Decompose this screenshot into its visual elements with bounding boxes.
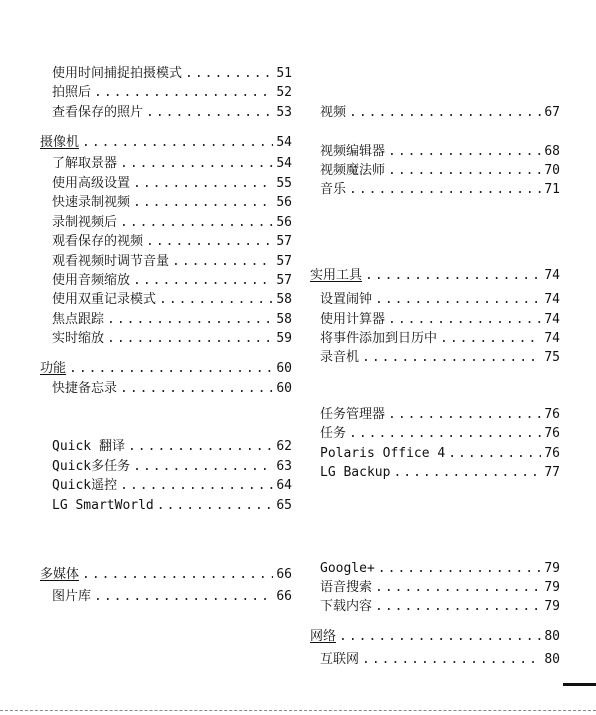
toc-entry-title: 观看保存的视频: [52, 234, 144, 249]
dot-leader: [349, 104, 541, 122]
toc-entry-page: 74: [544, 312, 560, 327]
toc-entry[interactable]: [52, 175, 292, 193]
toc-entry[interactable]: [52, 84, 292, 102]
toc-entry[interactable]: [320, 560, 560, 578]
dot-leader: [133, 194, 273, 212]
toc-entry-title: 使用音频缩放: [52, 273, 131, 288]
toc-entry[interactable]: [320, 651, 560, 669]
dot-leader: [133, 458, 273, 476]
bottom-divider: [0, 710, 596, 711]
dot-leader: [120, 155, 273, 173]
toc-entry-page: 60: [276, 361, 292, 376]
dot-leader: [362, 651, 541, 669]
toc-entry-title: 任务管理器: [320, 407, 386, 422]
toc-entry-page: 68: [544, 144, 560, 159]
toc-entry[interactable]: [320, 598, 560, 616]
toc-entry-page: 54: [276, 156, 292, 171]
toc-entry-page: 71: [544, 182, 560, 197]
toc-entry[interactable]: [52, 272, 292, 290]
toc-entry-title: 使用计算器: [320, 312, 386, 327]
toc-entry[interactable]: [52, 214, 292, 232]
toc-entry-title: 网络: [310, 629, 337, 644]
toc-entry-title: 设置闹钟: [320, 292, 373, 307]
toc-entry-page: 57: [276, 254, 292, 269]
toc-entry-title: Quick遥控: [52, 478, 118, 493]
dot-leader: [388, 311, 541, 329]
dot-leader: [440, 330, 541, 348]
toc-entry[interactable]: [52, 253, 292, 271]
toc-entry-page: 54: [276, 135, 292, 150]
toc-entry-title: 使用双重记录模式: [52, 292, 157, 307]
toc-entry-title: Google+: [320, 561, 375, 576]
toc-entry[interactable]: [52, 155, 292, 173]
toc-section-heading[interactable]: [40, 360, 292, 378]
toc-entry[interactable]: [52, 194, 292, 212]
toc-entry[interactable]: [320, 311, 560, 329]
toc-entry-page: 80: [544, 629, 560, 644]
toc-entry-title: 互联网: [320, 652, 360, 667]
toc-entry[interactable]: [320, 162, 560, 180]
toc-entry[interactable]: [320, 349, 560, 367]
toc-entry-title: LG Backup: [320, 465, 391, 480]
toc-entry[interactable]: [52, 330, 292, 348]
toc-entry-title: Polaris Office 4: [320, 446, 446, 461]
toc-entry[interactable]: [320, 181, 560, 199]
toc-entry-page: 79: [544, 561, 560, 576]
toc-entry-page: 76: [544, 426, 560, 441]
dot-leader: [157, 497, 274, 515]
dot-leader: [69, 360, 273, 378]
toc-entry[interactable]: [320, 330, 560, 348]
toc-entry-page: 67: [544, 105, 560, 120]
dot-leader: [388, 143, 541, 161]
toc-entry-title: 任务: [320, 426, 347, 441]
dot-leader: [94, 84, 273, 102]
toc-entry[interactable]: [52, 65, 292, 83]
toc-entry-title: 使用时间捕捉拍摄模式: [52, 66, 183, 81]
toc-entry[interactable]: [320, 291, 560, 309]
toc-entry-title: 将事件添加到日历中: [320, 331, 438, 346]
toc-entry-title: 快捷备忘录: [52, 381, 118, 396]
toc-entry-page: 66: [276, 589, 292, 604]
toc-section-heading[interactable]: [310, 267, 560, 285]
toc-entry-page: 63: [276, 459, 292, 474]
toc-entry-title: 焦点跟踪: [52, 312, 105, 327]
dot-leader: [375, 291, 541, 309]
dot-leader: [146, 233, 273, 251]
dot-leader: [146, 104, 273, 122]
toc-entry-page: 58: [276, 312, 292, 327]
toc-entry[interactable]: [320, 425, 560, 443]
toc-entry-page: 80: [544, 652, 560, 667]
toc-entry-page: 64: [276, 478, 292, 493]
dot-leader: [133, 272, 273, 290]
toc-entry-page: 74: [544, 331, 560, 346]
dot-leader: [375, 579, 541, 597]
toc-entry-page: 56: [276, 195, 292, 210]
toc-entry-title: 下载内容: [320, 599, 373, 614]
toc-entry[interactable]: [320, 406, 560, 424]
dot-leader: [120, 214, 273, 232]
toc-entry-title: 录制视频后: [52, 215, 118, 230]
toc-entry-title: Quick多任务: [52, 459, 131, 474]
toc-entry-page: 76: [544, 446, 560, 461]
toc-entry[interactable]: [52, 380, 292, 398]
toc-entry-page: 58: [276, 292, 292, 307]
toc-entry-title: 观看视频时调节音量: [52, 254, 170, 269]
toc-entry-page: 70: [544, 163, 560, 178]
toc-entry-title: 录音机: [320, 350, 360, 365]
toc-entry-title: 实用工具: [310, 268, 363, 283]
toc-entry-page: 57: [276, 234, 292, 249]
toc-entry-page: 56: [276, 215, 292, 230]
toc-entry-page: 60: [276, 381, 292, 396]
toc-section-heading[interactable]: [40, 134, 292, 152]
dot-leader: [120, 380, 273, 398]
toc-entry-page: 59: [276, 331, 292, 346]
toc-entry[interactable]: [52, 291, 292, 309]
toc-entry-title: 快速录制视频: [52, 195, 131, 210]
toc-entry[interactable]: [320, 104, 560, 122]
dot-leader: [378, 560, 542, 578]
dot-leader: [339, 628, 541, 646]
dot-leader: [393, 464, 541, 482]
dot-leader: [159, 291, 273, 309]
toc-entry-page: 51: [276, 66, 292, 81]
dot-leader: [388, 162, 541, 180]
toc-entry-title: LG SmartWorld: [52, 498, 154, 513]
toc-entry-page: 76: [544, 407, 560, 422]
page-number-bar: [563, 683, 596, 686]
dot-leader: [375, 598, 541, 616]
toc-entry-page: 74: [544, 292, 560, 307]
toc-entry[interactable]: [320, 445, 560, 463]
dot-leader: [82, 134, 273, 152]
toc-entry[interactable]: [320, 143, 560, 161]
toc-entry-page: 77: [544, 465, 560, 480]
toc-entry-title: Quick 翻译: [52, 439, 125, 454]
toc-entry-title: 视频: [320, 105, 347, 120]
toc-entry-title: 拍照后: [52, 85, 92, 100]
dot-leader: [107, 311, 273, 329]
dot-leader: [362, 349, 541, 367]
toc-entry[interactable]: [52, 311, 292, 329]
toc-entry-page: 57: [276, 273, 292, 288]
dot-leader: [365, 267, 541, 285]
toc-entry-page: 74: [544, 268, 560, 283]
toc-entry-title: 音乐: [320, 182, 347, 197]
toc-entry-page: 79: [544, 599, 560, 614]
dot-leader: [185, 65, 273, 83]
dot-leader: [107, 330, 273, 348]
dot-leader: [448, 445, 541, 463]
toc-entry-title: 了解取景器: [52, 156, 118, 171]
dot-leader: [349, 425, 541, 443]
toc-entry-title: 查看保存的照片: [52, 105, 144, 120]
toc-entry-title: 实时缩放: [52, 331, 105, 346]
dot-leader: [133, 175, 273, 193]
toc-section-heading[interactable]: [40, 566, 292, 584]
dot-leader: [82, 566, 273, 584]
dot-leader: [120, 477, 273, 495]
toc-entry-title: 功能: [40, 361, 67, 376]
toc-entry-title: 语音搜索: [320, 580, 373, 595]
toc-entry-page: 65: [276, 498, 292, 513]
toc-entry-page: 55: [276, 176, 292, 191]
toc-entry[interactable]: [52, 477, 292, 495]
toc-entry-page: 66: [276, 567, 292, 582]
toc-entry-title: 使用高级设置: [52, 176, 131, 191]
toc-section-heading[interactable]: [310, 628, 560, 646]
toc-entry[interactable]: [52, 458, 292, 476]
toc-entry-title: 摄像机: [40, 135, 80, 150]
toc-entry[interactable]: [320, 464, 560, 482]
toc-entry-title: 视频编辑器: [320, 144, 386, 159]
toc-entry[interactable]: [52, 588, 292, 606]
toc-entry-page: 75: [544, 350, 560, 365]
toc-entry[interactable]: [52, 233, 292, 251]
toc-entry-title: 图片库: [52, 589, 92, 604]
dot-leader: [388, 406, 541, 424]
dot-leader: [94, 588, 273, 606]
toc-entry-page: 62: [276, 439, 292, 454]
dot-leader: [172, 253, 273, 271]
toc-entry-page: 79: [544, 580, 560, 595]
toc-entry-page: 53: [276, 105, 292, 120]
toc-entry-title: 多媒体: [40, 567, 80, 582]
toc-entry-title: 视频魔法师: [320, 163, 386, 178]
toc-entry[interactable]: [52, 104, 292, 122]
dot-leader: [349, 181, 541, 199]
toc-entry-page: 52: [276, 85, 292, 100]
toc-entry[interactable]: [52, 438, 292, 456]
dot-leader: [128, 438, 273, 456]
toc-entry[interactable]: [52, 497, 292, 515]
toc-entry[interactable]: [320, 579, 560, 597]
